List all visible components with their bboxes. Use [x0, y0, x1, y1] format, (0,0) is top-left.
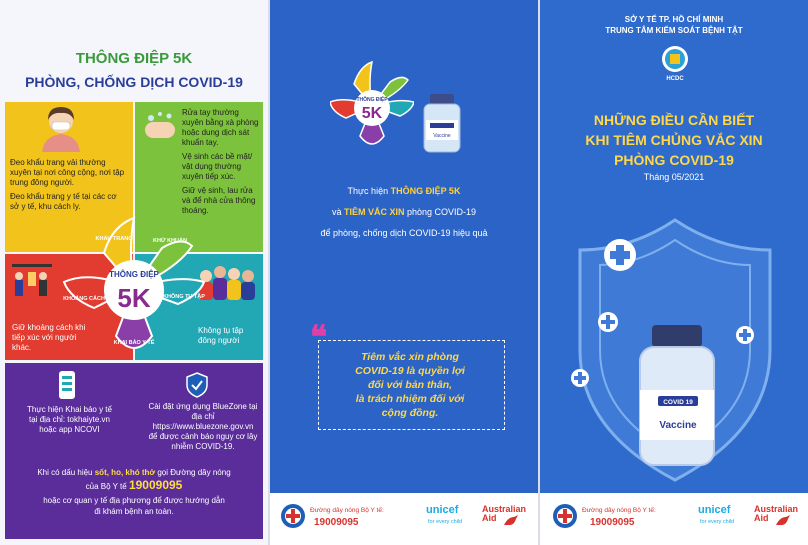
disinfect-tips	[182, 108, 260, 220]
panel1-footer-band	[5, 525, 263, 539]
shield-plus-icon	[560, 210, 790, 495]
message-line2: và TIÊM VẮC XIN phòng COVID-19	[331, 207, 477, 217]
mask-tip: Đeo khẩu trang vải thường xuyên tại nơi công cộng, nơi tập trung đông người.	[10, 158, 125, 187]
footer-hotline-number: 19009095	[590, 517, 635, 528]
mask-person-icon	[38, 104, 84, 152]
petal-label: KHỬ KHUẨN	[153, 238, 187, 244]
moh-logo-icon	[280, 503, 306, 529]
bluezone-tip: Cài đặt ứng dụng BlueZone tại địa chỉ https://www.bluezone.gov.vn để được cảnh báo nguy cơ lây nhiễm COVID-19.	[148, 402, 258, 451]
message-line1: Thực hiện THÔNG ĐIỆP 5K	[347, 186, 461, 196]
message-line3: để phòng, chống dịch COVID-19 hiệu quả	[320, 228, 488, 238]
australian-aid-logo: Australian Aid	[482, 504, 527, 523]
hotline-line4: đi khám bệnh an toàn.	[94, 507, 174, 516]
hcdc-logo-icon	[660, 44, 690, 82]
hotline-line2: của Bộ Y tế 19009095	[85, 478, 183, 492]
cover-title-line: NHỮNG ĐIỀU CẦN BIẾT	[593, 112, 755, 128]
disinfect-tip: Giữ vệ sinh, lau rửa và để nhà cửa thông thoáng.	[182, 186, 256, 215]
panel1-subtitle: PHÒNG, CHỐNG DỊCH COVID-19	[25, 74, 243, 90]
mask-tips	[10, 158, 128, 216]
panel3-footer	[540, 493, 808, 545]
gathering-tip: Không tụ tập đông người	[198, 326, 244, 345]
moh-logo-icon	[552, 503, 578, 529]
distance-tip: Giữ khoảng cách khi tiếp xúc với người khác.	[12, 323, 86, 352]
logo-title: THÔNG ĐIỆP	[356, 97, 388, 103]
disinfect-tip: Vệ sinh các bề mặt/ vật dụng thường xuyên tiếp xúc.	[182, 152, 253, 181]
hotline-line1: Khi có dấu hiệu sốt, ho, khó thở gọi Đường dây nóng	[37, 468, 231, 477]
footer-hotline-number: 19009095	[314, 517, 359, 528]
flower-center-title: THÔNG ĐIỆP	[109, 270, 159, 279]
org-subname: TRUNG TÂM KIỂM SOÁT BỆNH TẬT	[605, 26, 743, 35]
hcdc-logo-text: HCDC	[666, 76, 684, 82]
disinfect-tip: Rửa tay thường xuyên bằng xà phòng hoặc dung dịch sát khuẩn tay.	[182, 108, 259, 147]
panel-5k-guide	[0, 0, 268, 545]
bluezone-shield-icon	[185, 372, 209, 398]
hotline-line3: hoặc cơ quan y tế địa phương để được hướng dẫn	[43, 496, 225, 505]
panel1-title: THÔNG ĐIỆP 5K	[75, 50, 193, 67]
logo-big: 5K	[361, 105, 383, 122]
vial-label-top: COVID 19	[663, 399, 693, 406]
mask-tip: Đeo khẩu trang y tế tại các cơ sở y tế, khu cách ly.	[10, 192, 117, 211]
flower-center-big: 5K	[117, 283, 151, 313]
quote-icon: ❝	[310, 318, 328, 356]
cover-date: Tháng 05/2021	[643, 172, 705, 182]
panel-cover-message	[270, 0, 538, 545]
australian-aid-logo: Australian Aid	[754, 504, 799, 523]
petal-label: KHẨU TRANG	[95, 236, 133, 242]
unicef-logo: unicef	[426, 504, 459, 516]
panel2-footer	[270, 493, 538, 545]
org-name: SỞ Y TẾ TP. HỒ CHÍ MINH	[624, 15, 724, 24]
petal-label: KHAI BÁO Y TẾ	[113, 340, 155, 346]
panel-front-cover	[540, 0, 808, 545]
petal-label: KHÔNG TỤ TẬP	[163, 294, 205, 300]
phone-checklist-icon	[56, 370, 78, 400]
cover-title-line: KHI TIÊM CHỦNG VẮC XIN	[585, 132, 763, 148]
5k-flower-icon	[62, 212, 207, 362]
5k-logo-icon	[330, 60, 414, 160]
unicef-tagline: for every child	[700, 519, 735, 525]
unicef-logo: unicef	[698, 504, 731, 516]
hotline-number: 19009095	[128, 478, 183, 492]
footer-hotline-label: Đường dây nóng Bộ Y tế:	[582, 507, 656, 514]
vial-label: Vaccine	[433, 133, 451, 139]
petal-label: KHOẢNG CÁCH	[63, 296, 105, 302]
quote-text: Tiêm vắc xin phòng COVID-19 là quyền lợi đối với bản thân, là trách nhiệm đối với cộng đồng.	[355, 351, 465, 419]
kangaroo-icon	[774, 513, 792, 527]
footer-hotline-label: Đường dây nóng Bộ Y tế:	[310, 507, 384, 514]
distance-people-icon	[10, 262, 54, 302]
handwash-icon	[143, 110, 177, 144]
vaccine-vial-icon	[420, 92, 464, 154]
unicef-tagline: for every child	[428, 519, 463, 525]
declare-tip: Thực hiện Khai báo y tế tại địa chỉ: tokhaiyte.vn hoặc app NCOVI	[27, 405, 112, 434]
vial-label-main: Vaccine	[659, 420, 697, 431]
cover-title-line: PHÒNG COVID-19	[614, 152, 734, 168]
kangaroo-icon	[502, 513, 520, 527]
